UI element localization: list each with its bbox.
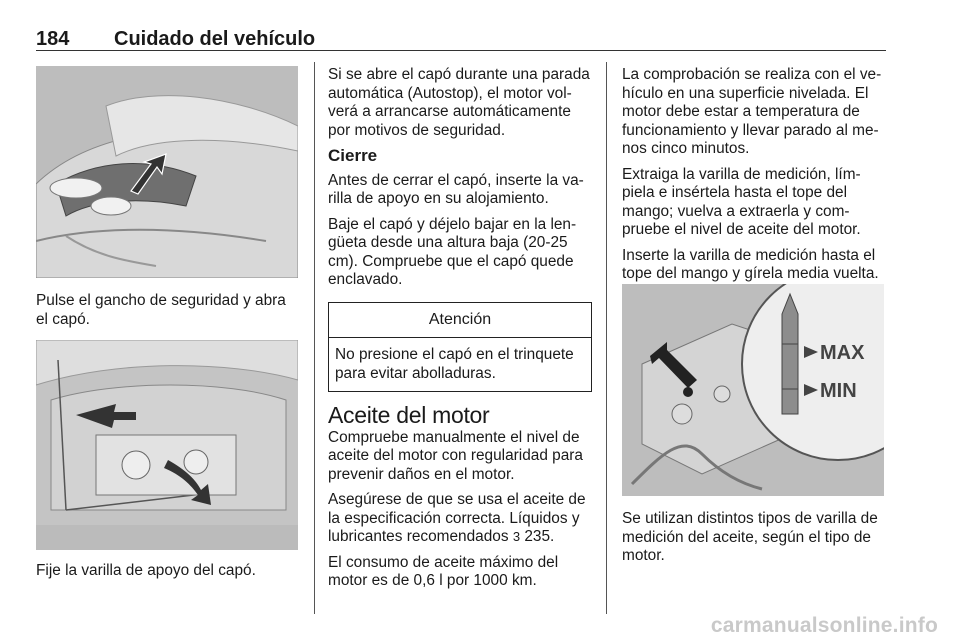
caption-support-rod: Fije la varilla de apoyo del capó. <box>36 562 256 579</box>
support-rod-illustration <box>36 340 298 550</box>
dipstick-types-paragraph: Se utilizan distintos tipos de varilla de medición del aceite, según el tipo de motor. <box>622 510 878 564</box>
check-paragraph-2: Extraiga la varilla de medición, lím-piela e insértela hasta el tope del mango; vuelva a extraerla y com-pruebe el nivel de aceite del motor. <box>622 165 861 238</box>
figure-dipstick <box>622 284 884 496</box>
header-rule <box>36 50 886 51</box>
chapter-title: Cuidado del vehículo <box>114 28 316 50</box>
column-middle <box>328 66 592 598</box>
column-divider <box>606 62 607 614</box>
column-right <box>622 66 888 291</box>
caption-hood-release: Pulse el gancho de seguridad y abra el capó. <box>36 292 286 328</box>
check-paragraph-3: Inserte la varilla de medición hasta el tope del mango y gírela media vuelta. <box>622 246 879 282</box>
warning-box <box>328 302 592 393</box>
page-reference-icon: 3 <box>512 529 521 544</box>
watermark: carmanualsonline.info <box>710 614 938 637</box>
section-heading-engine-oil: Aceite del motor <box>328 402 490 428</box>
page-number: 184 <box>36 28 70 50</box>
closing-paragraph-2: Baje el capó y déjelo bajar en la len-güeta desde una altura baja (20-25 cm). Compruebe que el capó quede enclavado. <box>328 215 577 288</box>
oil-paragraph-3: El consumo de aceite máximo del motor es de 0,6 l por 1000 km. <box>328 553 559 589</box>
dipstick-illustration <box>622 284 884 496</box>
closing-paragraph-1: Antes de cerrar el capó, inserte la va-rilla de apoyo en su alojamiento. <box>328 171 584 207</box>
column-divider <box>314 62 315 614</box>
figure-hood-release <box>36 66 298 278</box>
warning-title: Atención <box>329 303 591 339</box>
oil-paragraph-2-text: Asegúrese de que se usa el aceite de la especificación correcta. Líquidos y lubricantes recomendados <box>328 491 586 545</box>
hood-release-illustration <box>36 66 298 278</box>
closing-heading: Cierre <box>328 146 378 165</box>
warning-text: No presione el capó en el trinquete para evitar abolladuras. <box>335 346 574 382</box>
check-paragraph-1: La comprobación se realiza con el ve-hículo en una superficie nivelada. El motor debe estar a temperatura de funcionamiento y llevar parado al me-nos cinco minutos. <box>622 66 882 157</box>
page-reference-number[interactable]: 235. <box>524 528 555 545</box>
autostop-paragraph: Si se abre el capó durante una parada automática (Autostop), el motor vol-verá a arrancarse automáticamente por motivos de seguridad. <box>328 66 590 139</box>
oil-paragraph-2 <box>328 491 592 547</box>
figure-support-rod <box>36 340 298 550</box>
oil-paragraph-1: Compruebe manualmente el nivel de aceite del motor con regularidad para prevenir daños en el motor. <box>328 428 583 483</box>
dipstick-max-label: MAX <box>820 342 865 364</box>
dipstick-min-label: MIN <box>820 380 857 402</box>
